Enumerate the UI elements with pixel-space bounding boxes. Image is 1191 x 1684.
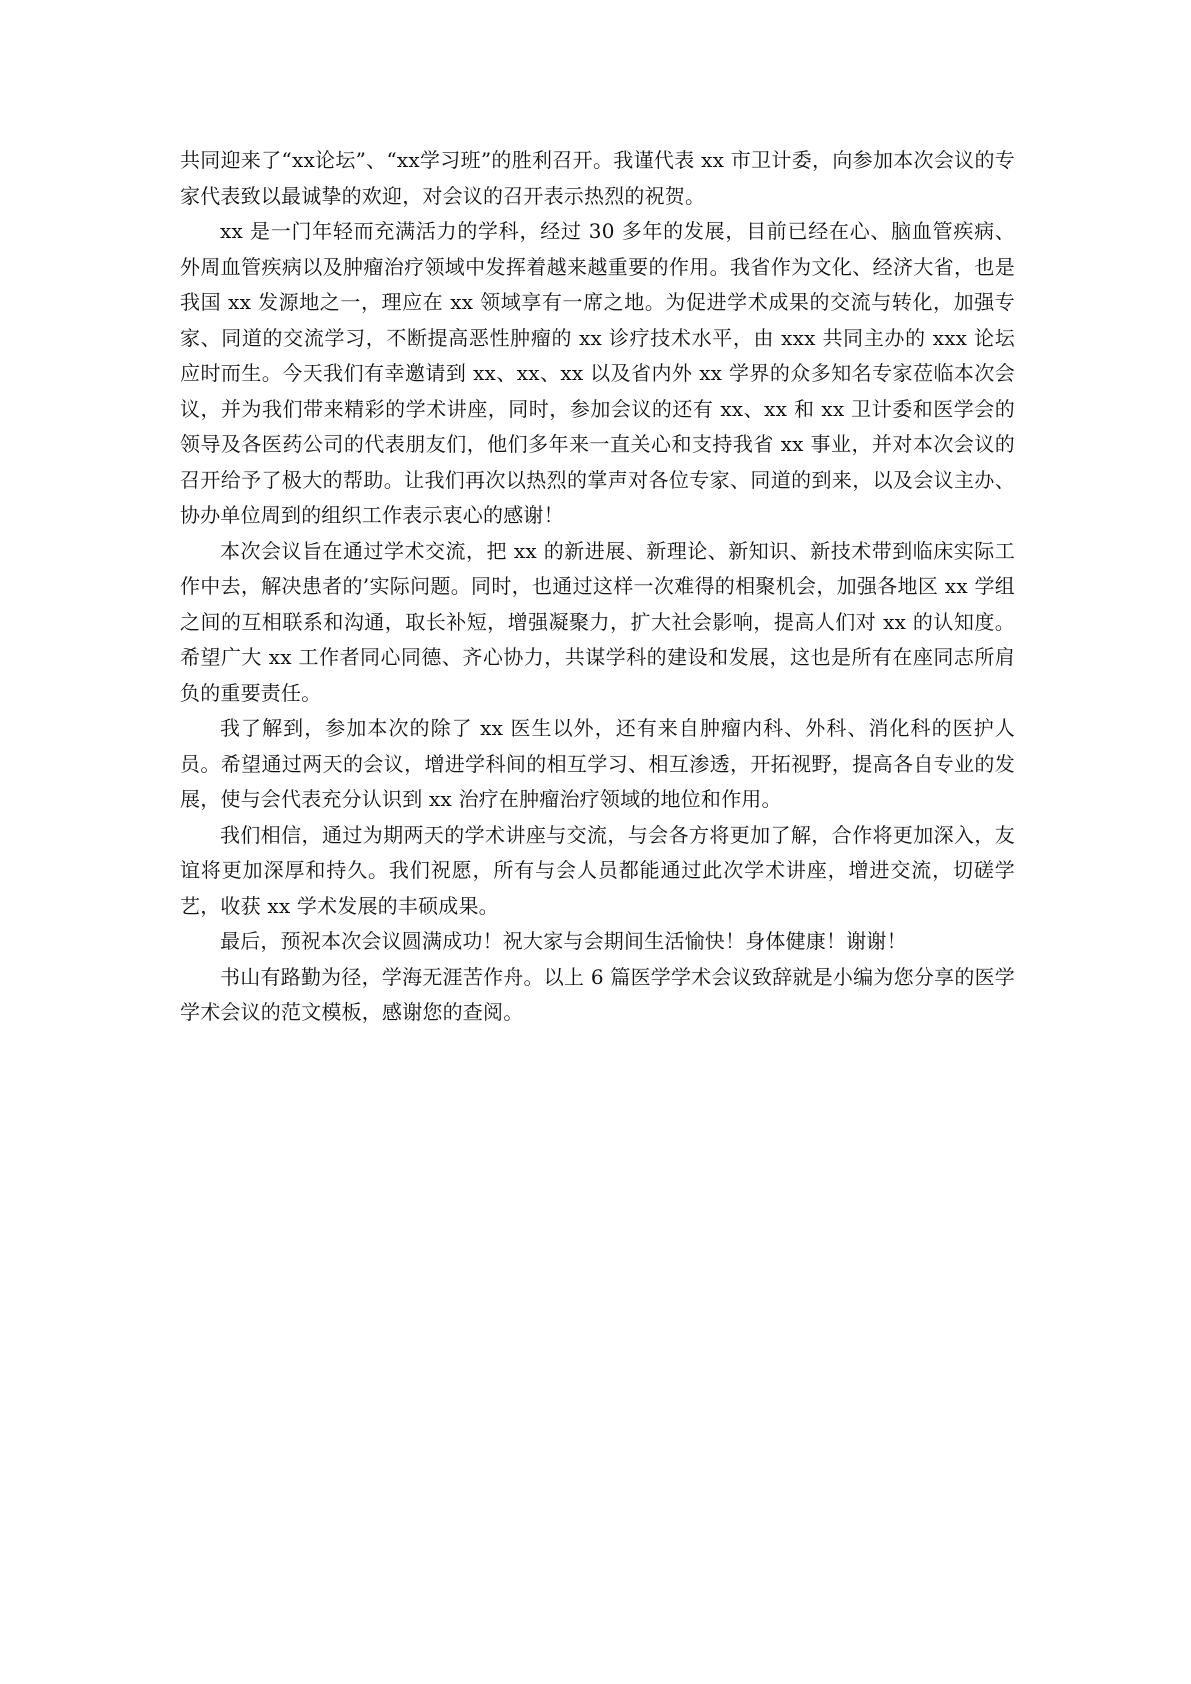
- paragraph-meeting-purpose: 本次会议旨在通过学术交流，把 xx 的新进展、新理论、新知识、新技术带到临床实际工作中去，解决患者的’实际问题。同时，也通过这样一次难得的相聚机会，加强各地区 xx 学组之间的互相联系和沟通，取长补短，增强凝聚力，扩大社会影响，提高人们对 xx 的认知度。希望广大 xx 工作者同心同德、齐心协力，共谋学科的建设和发展，这也是所有在座同志所肩负的重要责任。: [180, 538, 1015, 705]
- paragraph-discipline-intro: xx 是一门年轻而充满活力的学科，经过 30 多年的发展，目前已经在心、脑血管疾病、外周血管疾病以及肿瘤治疗领域中发挥着越来越重要的作用。我省作为文化、经济大省，也是我国 xx 发源地之一，理应在 xx 领域享有一席之地。为促进学术成果的交流与转化，加强专家、同道的交流学习，不断提高恶性肿瘤的 xx 诊疗技术水平，由 xxx 共同主办的 xxx 论坛应时而生。今天我们有幸邀请到 xx、xx、xx 以及省内外 xx 学界的众多知名专家莅临本次会议，并为我们带来精彩的学术讲座，同时，参加会议的还有 xx、xx 和 xx 卫计委和医学会的领导及各医药公司的代表朋友们，他们多年来一直关心和支持我省 xx 事业，并对本次会议的召开给予了极大的帮助。让我们再次以热烈的掌声对各位专家、同道的到来，以及会议主办、协办单位周到的组织工作表示衷心的感谢！: [180, 219, 1015, 527]
- paragraph-opening: 共同迎来了“xx论坛”、“xx学习班”的胜利召开。我谨代表 xx 市卫计委，向参加本次会议的专家代表致以最诚挚的欢迎，对会议的召开表示热烈的祝贺。: [180, 148, 1015, 208]
- document-body: [180, 143, 1015, 1031]
- paragraph-editor-note: 书山有路勤为径，学海无涯苦作舟。以上 6 篇医学学术会议致辞就是小编为您分享的医学学术会议的范文模板，感谢您的查阅。: [180, 964, 1015, 1024]
- paragraph-wishes: 我们相信，通过为期两天的学术讲座与交流，与会各方将更加了解，合作将更加深入，友谊将更加深厚和持久。我们祝愿，所有与会人员都能通过此次学术讲座，增进交流，切磋学艺，收获 xx 学术发展的丰硕成果。: [180, 822, 1015, 918]
- paragraph-closing: 最后，预祝本次会议圆满成功！祝大家与会期间生活愉快！身体健康！谢谢！: [220, 929, 907, 953]
- paragraph-attendees: 我了解到，参加本次的除了 xx 医生以外，还有来自肿瘤内科、外科、消化科的医护人员。希望通过两天的会议，增进学科间的相互学习、相互渗透，开拓视野，提高各自专业的发展，使与会代表充分认识到 xx 治疗在肿瘤治疗领域的地位和作用。: [180, 716, 1015, 811]
